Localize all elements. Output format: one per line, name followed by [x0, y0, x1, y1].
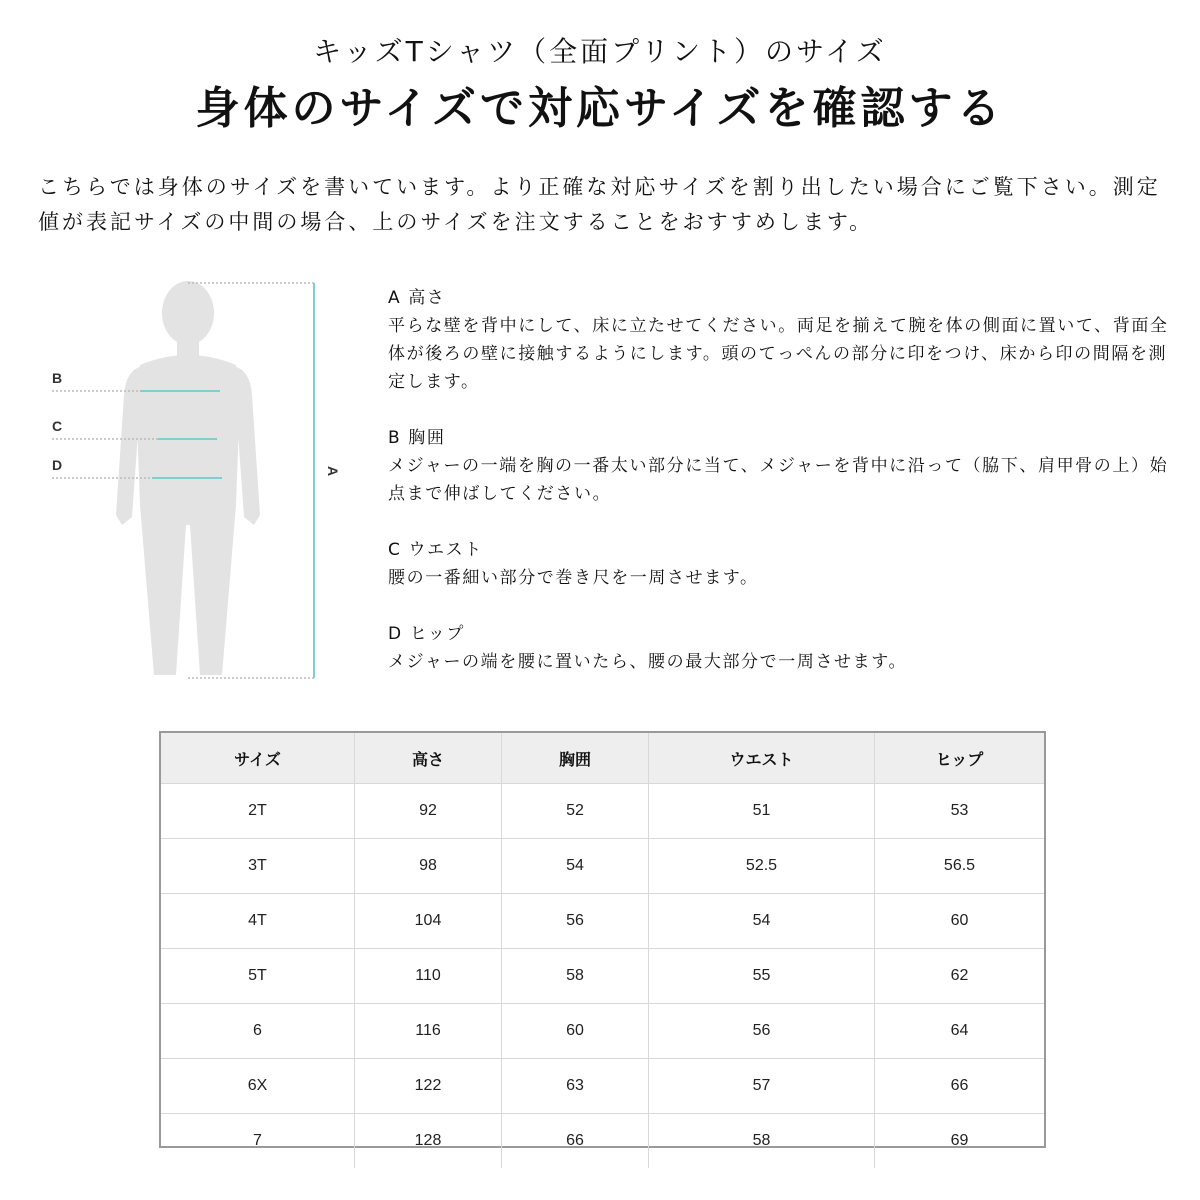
cell-chest: 56	[502, 894, 649, 949]
measurement-heading: D ヒップ	[388, 624, 465, 644]
cell-height: 122	[355, 1059, 502, 1114]
cell-waist: 57	[649, 1059, 875, 1114]
cell-waist: 55	[649, 949, 875, 1004]
measurement-text: 腰の一番細い部分で巻き尺を一周させます。	[388, 568, 759, 588]
page-title: 身体のサイズで対応サイズを確認する	[195, 83, 1005, 134]
cell-waist: 58	[649, 1114, 875, 1169]
cell-hip: 60	[875, 894, 1045, 949]
header-height: 高さ	[355, 733, 502, 784]
label-d: D	[52, 457, 63, 473]
table-row	[161, 894, 1044, 949]
header-size: サイズ	[161, 733, 355, 784]
cell-size: 6X	[161, 1059, 355, 1114]
measurement-b	[388, 424, 1178, 508]
cell-waist: 51	[649, 784, 875, 839]
cell-hip: 53	[875, 784, 1045, 839]
cell-waist: 52.5	[649, 839, 875, 894]
intro-text: こちらでは身体のサイズを書いています。より正確な対応サイズを割り出したい場合にご覧下さい。測定値が表記サイズの中間の場合、上のサイズを注文することをおすすめします。	[38, 175, 1161, 234]
cell-hip: 56.5	[875, 839, 1045, 894]
cell-chest: 54	[502, 839, 649, 894]
measurement-text: 平らな壁を背中にして、床に立たせてください。両足を揃えて腕を体の側面に置いて、背面全体が後ろの壁に接触するようにします。頭のてっぺんの部分に印をつけ、床から印の間隔を測定します。	[388, 316, 1169, 392]
label-b: B	[52, 370, 63, 386]
cell-height: 98	[355, 839, 502, 894]
cell-size: 4T	[161, 894, 355, 949]
cell-height: 128	[355, 1114, 502, 1169]
header-waist: ウエスト	[649, 733, 875, 784]
cell-size: 6	[161, 1004, 355, 1059]
table-row	[161, 1059, 1044, 1114]
header-chest: 胸囲	[502, 733, 649, 784]
measurement-d	[388, 620, 1178, 676]
cell-hip: 62	[875, 949, 1045, 1004]
measurement-c	[388, 536, 1178, 592]
measurement-descriptions	[388, 284, 1178, 704]
cell-height: 110	[355, 949, 502, 1004]
measurement-heading: A 高さ	[388, 288, 446, 308]
cell-chest: 63	[502, 1059, 649, 1114]
size-table	[161, 733, 1044, 1168]
header-hip: ヒップ	[875, 733, 1045, 784]
cell-height: 116	[355, 1004, 502, 1059]
table-header-row	[161, 733, 1044, 784]
cell-hip: 66	[875, 1059, 1045, 1114]
page-subtitle: キッズTシャツ（全面プリント）のサイズ	[313, 35, 887, 68]
measurement-text: メジャーの端を腰に置いたら、腰の最大部分で一周させます。	[388, 652, 908, 672]
body-measurement-figure	[40, 275, 350, 695]
cell-size: 2T	[161, 784, 355, 839]
size-table-container	[159, 731, 1046, 1148]
label-a: A	[325, 466, 341, 477]
cell-waist: 56	[649, 1004, 875, 1059]
cell-hip: 69	[950, 1132, 969, 1149]
measurement-heading: B 胸囲	[388, 428, 446, 448]
cell-chest: 58	[502, 949, 649, 1004]
body-silhouette-diagram	[40, 275, 350, 695]
cell-size: 5T	[161, 949, 355, 1004]
cell-chest: 60	[502, 1004, 649, 1059]
cell-chest: 66	[502, 1114, 649, 1169]
label-c: C	[52, 418, 63, 434]
table-row	[161, 1114, 1044, 1169]
cell-hip: 64	[875, 1004, 1045, 1059]
table-row	[161, 1004, 1044, 1059]
cell-size: 7	[161, 1114, 355, 1169]
table-row	[161, 784, 1044, 839]
measurement-text: メジャーの一端を胸の一番太い部分に当て、メジャーを背中に沿って（脇下、肩甲骨の上）始点まで伸ばしてください。	[388, 456, 1169, 504]
measurement-a	[388, 284, 1178, 396]
cell-height: 92	[355, 784, 502, 839]
measurement-heading: C ウエスト	[388, 540, 483, 560]
cell-waist: 54	[649, 894, 875, 949]
table-row	[161, 839, 1044, 894]
cell-height: 104	[355, 894, 502, 949]
cell-size: 3T	[161, 839, 355, 894]
cell-chest: 52	[502, 784, 649, 839]
table-row	[161, 949, 1044, 1004]
